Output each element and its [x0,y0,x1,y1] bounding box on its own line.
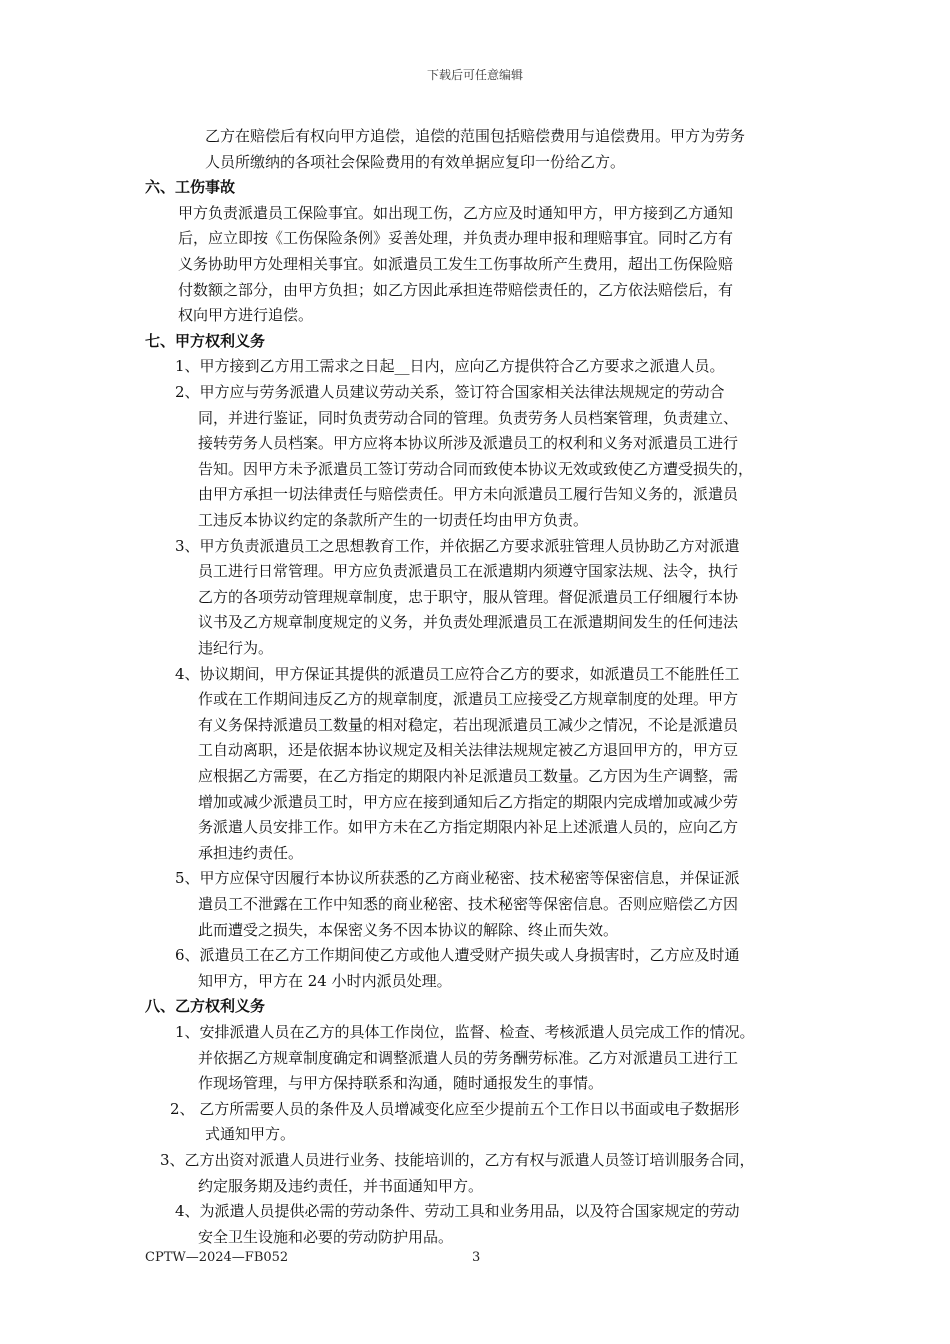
body-text-line: 2、甲方应与劳务派遣人员建议劳动关系，签订符合国家相关法律法规规定的劳动合 [175,383,725,401]
body-text-line: 甲方负责派遣员工保险事宜。如出现工伤，乙方应及时通知甲方，甲方接到乙方通知 [178,203,734,222]
body-text-line: 4、为派遣人员提供必需的劳动条件、劳动工具和业务用品，以及符合国家规定的劳动 [175,1202,740,1221]
body-text-line: 工违反本协议约定的条款所产生的一切责任均由甲方负责。 [198,511,589,529]
body-text-line: 后，应立即按《工伤保险条例》妥善处理，并负责办理申报和理赔事宜。同时乙方有 [178,229,734,248]
body-text-line: 告知。因甲方未予派遣员工签订劳动合同而致使本协议无效或致使乙方遭受损失的， [198,459,754,478]
body-text-line: 式通知甲方。 [205,1125,296,1144]
body-text-line: 作现场管理，与甲方保持联系和沟通，随时通报发生的事情。 [198,1074,604,1093]
body-text-line: 3、乙方出资对派遣人员进行业务、技能培训的，乙方有权与派遣人员签订培训服务合同， [160,1151,755,1169]
section-heading: 七、甲方权利义务 [145,331,266,350]
body-text-line: 此而遭受之损失，本保密义务不因本协议的解除、终止而失效。 [198,920,619,939]
body-text-line: 权向甲方进行追偿。 [178,306,314,325]
body-text-line: 乙方在赔偿后有权向甲方追偿，追偿的范围包括赔偿费用与追偿费用。甲方为劳务 [205,127,746,145]
section-heading: 八、乙方权利义务 [145,997,266,1016]
body-text-line: 义务协助甲方处理相关事宜。如派遣员工发生工伤事故所产生费用，超出工伤保险赔 [178,255,734,273]
body-text-line: 付数额之部分，由甲方负担；如乙方因此承担连带赔偿责任的，乙方依法赔偿后，有 [178,280,734,299]
body-text-line: 作或在工作期间违反乙方的规章制度，派遣员工应接受乙方规章制度的处理。甲方 [198,690,739,709]
body-text-line: 务派遣人员安排工作。如甲方未在乙方指定期限内补足上述派遣人员的，应向乙方 [198,818,739,837]
body-text-line: 增加或减少派遣员工时，甲方应在接到通知后乙方指定的期限内完成增加或减少劳 [198,792,739,811]
body-text-line: 3、甲方负责派遣员工之思想教育工作，并依据乙方要求派驻管理人员协助乙方对派遣 [175,536,740,555]
body-text-line: 安全卫生设施和必要的劳动防护用品。 [198,1227,454,1246]
body-text-line: 乙方的各项劳动管理规章制度，忠于职守，服从管理。督促派遣员工仔细履行本协 [198,587,739,606]
body-text-line: 接转劳务人员档案。甲方应将本协议所涉及派遣员工的权利和义务对派遣员工进行 [198,434,739,453]
body-text-line: 同，并进行鉴证，同时负责劳动合同的管理。负责劳务人员档案管理，负责建立、 [198,408,739,427]
page-header-note: 下载后可任意编辑 [426,68,523,82]
body-text-line: 承担违约责任。 [198,843,304,862]
body-text-line: 并依据乙方规章制度确定和调整派遣人员的劳务酬劳标准。乙方对派遣员工进行工 [198,1048,739,1067]
body-text-line: 1、安排派遣人员在乙方的具体工作岗位，监督、检查、考核派遣人员完成工作的情况。 [175,1023,755,1041]
body-text-line: 2、 乙方所需要人员的条件及人员增减变化应至少提前五个工作日以书面或电子数据形 [170,1099,740,1118]
body-text-line: 违纪行为。 [198,639,274,657]
body-text-line: 工自动离职，还是依据本协议规定及相关法律法规规定被乙方退回甲方的，甲方豆 [198,741,739,760]
body-text-line: 知甲方，甲方在 24 小时内派员处理。 [198,971,452,990]
body-text-line: 议书及乙方规章制度规定的义务，并负责处理派遣员工在派遣期间发生的任何违法 [198,613,739,632]
body-text-line: 应根据乙方需要，在乙方指定的期限内补足派遣员工数量。乙方因为生产调整，需 [198,767,739,785]
body-text-line: 员工进行日常管理。甲方应负责派遣员工在派遣期内须遵守国家法规、法令，执行 [198,562,739,581]
body-text-line: 遣员工不泄露在工作中知悉的商业秘密、技术秘密等保密信息。否则应赔偿乙方因 [198,895,739,913]
body-text-line: 4、协议期间，甲方保证其提供的派遣员工应符合乙方的要求，如派遣员工不能胜任工 [175,664,740,683]
body-text-line: 1、甲方接到乙方用工需求之日起__日内，应向乙方提供符合乙方要求之派遣人员。 [175,357,725,376]
body-text-line: 5、甲方应保守因履行本协议所获悉的乙方商业秘密、技术秘密等保密信息，并保证派 [175,869,740,888]
section-heading: 六、工伤事故 [145,178,236,197]
body-text-line: 有义务保持派遣员工数量的相对稳定，若出现派遣员工减少之情况，不论是派遣员 [198,715,739,734]
page-number: 3 [472,1250,481,1265]
document-code: CPTW—2024—FB052 [145,1250,289,1265]
body-text-line: 由甲方承担一切法律责任与赔偿责任。甲方未向派遣员工履行告知义务的，派遣员 [198,485,739,504]
body-text-line: 6、派遣员工在乙方工作期间使乙方或他人遭受财产损失或人身损害时，乙方应及时通 [175,946,740,965]
body-text-line: 约定服务期及违约责任，并书面通知甲方。 [198,1176,484,1195]
body-text-line: 人员所缴纳的各项社会保险费用的有效单据应复印一份给乙方。 [205,152,626,171]
